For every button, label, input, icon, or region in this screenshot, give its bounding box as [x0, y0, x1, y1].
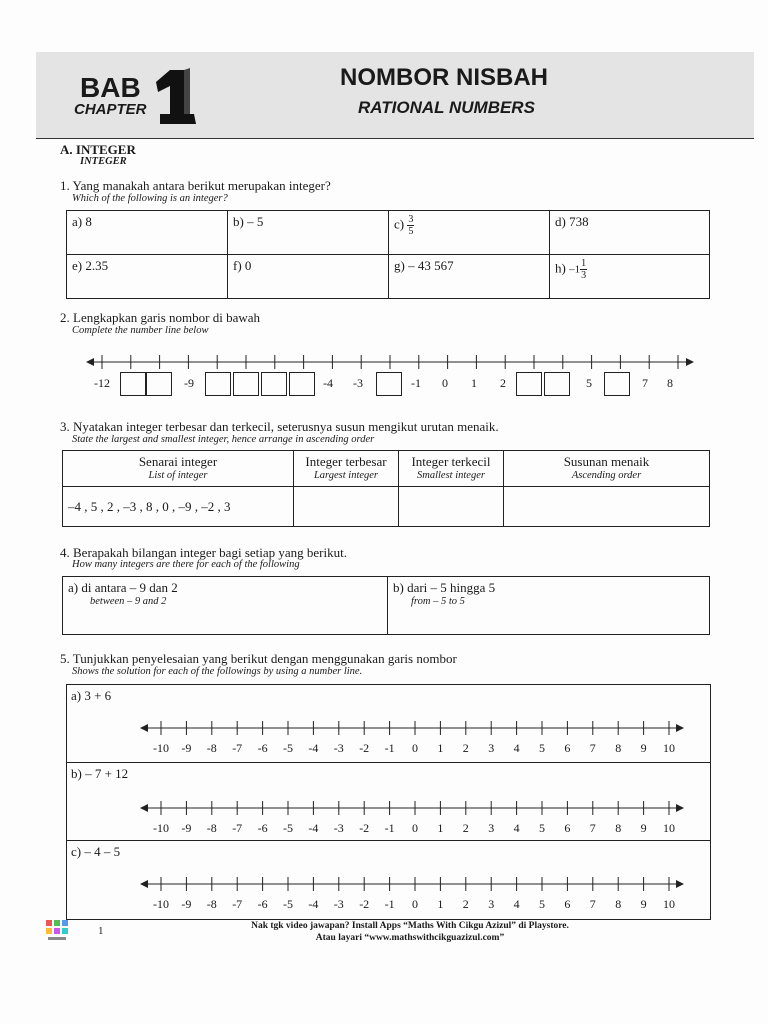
divider	[66, 840, 711, 841]
tick-label: 2	[462, 741, 469, 755]
bab-label: BAB	[80, 72, 141, 103]
q4-part-b[interactable]: b) dari – 5 hingga 5 from – 5 to 5	[388, 577, 710, 635]
tick-label: -3	[333, 741, 344, 755]
tick-label: 4	[513, 821, 520, 835]
tick-label: 7	[589, 821, 596, 835]
section-subtitle: INTEGER	[80, 156, 127, 167]
answer-blank[interactable]	[205, 372, 231, 396]
tick-label: 9	[640, 741, 647, 755]
tick-label: 6	[564, 821, 571, 835]
tick-label: -4	[308, 741, 319, 755]
tick-label: 8	[615, 897, 622, 911]
answer-blank[interactable]	[289, 372, 315, 396]
tick-label: 4	[513, 741, 520, 755]
tick-label: -3	[333, 821, 344, 835]
answer-smallest[interactable]	[399, 487, 504, 527]
nl-label: 7	[642, 376, 648, 390]
q1-text-en: Which of the following is an integer?	[72, 193, 228, 204]
tick-label: 1	[437, 741, 444, 755]
tick-label: -2	[359, 741, 370, 755]
tick-label: -1	[384, 897, 395, 911]
q4-part-a[interactable]: a) di antara – 9 dan 2 between – 9 and 2	[63, 577, 388, 635]
tick-label: -9	[181, 741, 192, 755]
q5-number-line	[140, 718, 700, 758]
tick-label: 5	[539, 741, 545, 755]
answer-ascending[interactable]	[504, 487, 710, 527]
tick-label: 2	[462, 821, 469, 835]
option-a: a) 8	[67, 211, 228, 255]
q2-number-line	[86, 352, 696, 372]
q4-table	[62, 576, 710, 635]
tick-label: 7	[589, 741, 596, 755]
tick-label: 3	[488, 897, 495, 911]
header-list: Senarai integer List of integer	[63, 451, 294, 487]
tick-label: 5	[539, 897, 545, 911]
tick-label: 3	[488, 821, 495, 835]
tick-label: -9	[181, 897, 192, 911]
nl-label: -12	[94, 376, 110, 390]
nl-label: -4	[323, 376, 333, 390]
option-g: g) – 43 567	[389, 255, 550, 299]
q1-options-table	[66, 210, 710, 299]
tick-label: -6	[257, 741, 268, 755]
q5-part-b: b) – 7 + 12	[71, 766, 129, 781]
tick-label: -7	[232, 821, 243, 835]
tick-label: 0	[412, 821, 418, 835]
header-largest: Integer terbesar Largest integer	[294, 451, 399, 487]
answer-blank[interactable]	[604, 372, 630, 396]
tick-label: 0	[412, 897, 418, 911]
tick-label: 10	[663, 897, 675, 911]
q5-text-en: Shows the solution for each of the followings by using a number line.	[72, 666, 363, 677]
nl-label: 8	[667, 376, 673, 390]
tick-label: -7	[232, 741, 243, 755]
tick-label: -5	[283, 897, 293, 911]
answer-blank[interactable]	[261, 372, 287, 396]
option-f: f) 0	[228, 255, 389, 299]
q3-text-en: State the largest and smallest integer, hence arrange in ascending order	[72, 434, 375, 445]
chapter-number	[150, 66, 200, 133]
tick-label: 9	[640, 897, 647, 911]
nl-label: 1	[471, 376, 477, 390]
tick-label: -6	[257, 897, 268, 911]
q4-text: 4. Berapakah bilangan integer bagi setiap yang berikut.	[60, 545, 347, 560]
tick-label: 2	[462, 897, 469, 911]
tick-label: -8	[206, 821, 217, 835]
tick-label: 10	[663, 821, 675, 835]
tick-label: -10	[153, 741, 169, 755]
header-ascending: Susunan menaik Ascending order	[504, 451, 710, 487]
answer-blank[interactable]	[544, 372, 570, 396]
tick-label: 0	[412, 741, 418, 755]
tick-label: 4	[513, 897, 520, 911]
tick-label: -10	[153, 897, 169, 911]
page-number: 1	[98, 925, 104, 937]
answer-blank[interactable]	[376, 372, 402, 396]
tick-label: -5	[283, 821, 293, 835]
tick-label: -3	[333, 897, 344, 911]
q4-text-en: How many integers are there for each of the following	[72, 559, 300, 570]
answer-blank[interactable]	[233, 372, 259, 396]
answer-largest[interactable]	[294, 487, 399, 527]
tick-label: -4	[308, 897, 319, 911]
section-title: A. INTEGER	[60, 142, 136, 157]
q2-text: 2. Lengkapkan garis nombor di bawah	[60, 310, 261, 325]
tick-label: 7	[589, 897, 596, 911]
tick-label: 10	[663, 741, 675, 755]
apps-logo	[44, 918, 70, 949]
tick-label: -9	[181, 821, 192, 835]
answer-blank[interactable]	[120, 372, 146, 396]
chapter-label: CHAPTER	[74, 101, 147, 118]
divider	[66, 762, 711, 763]
option-h: h) –1 $\frac{1}{3}$	[550, 255, 710, 299]
tick-label: 5	[539, 821, 545, 835]
q3-text: 3. Nyatakan integer terbesar dan terkecil, seterusnya susun mengikut urutan menaik.	[60, 419, 499, 434]
tick-label: -1	[384, 821, 395, 835]
nl-label: -3	[353, 376, 363, 390]
nl-label: 2	[500, 376, 506, 390]
q5-number-line	[140, 798, 700, 838]
nl-label: 5	[586, 376, 592, 390]
answer-blank[interactable]	[146, 372, 172, 396]
q1-text: 1. Yang manakah antara berikut merupakan integer?	[60, 178, 331, 193]
nl-label: 0	[442, 376, 448, 390]
nl-label: -1	[411, 376, 421, 390]
nl-label: -9	[184, 376, 194, 390]
tick-label: 3	[488, 741, 495, 755]
tick-label: -4	[308, 821, 319, 835]
tick-label: -8	[206, 741, 217, 755]
q3-table	[62, 450, 710, 527]
tick-label: 1	[437, 897, 444, 911]
tick-label: 9	[640, 821, 647, 835]
tick-label: 1	[437, 821, 444, 835]
tick-label: -8	[206, 897, 217, 911]
q5-number-line	[140, 874, 700, 914]
chapter-title-ms: NOMBOR NISBAH	[340, 64, 548, 91]
tick-label: 6	[564, 897, 571, 911]
tick-label: -6	[257, 821, 268, 835]
tick-label: -7	[232, 897, 243, 911]
tick-label: -10	[153, 821, 169, 835]
q2-text-en: Complete the number line below	[72, 325, 209, 336]
chapter-title-en: RATIONAL NUMBERS	[358, 98, 535, 117]
option-e: e) 2.35	[67, 255, 228, 299]
header-rule	[36, 138, 754, 139]
footer-line-2: Atau layari “www.mathswithcikguazizul.com”	[315, 933, 505, 943]
header-smallest: Integer terkecil Smallest integer	[399, 451, 504, 487]
q5-text: 5. Tunjukkan penyelesaian yang berikut dengan menggunakan garis nombor	[60, 651, 457, 666]
option-c: c) $\frac{3}{5}$	[389, 211, 550, 255]
tick-label: -2	[359, 821, 370, 835]
footer-line-1: Nak tgk video jawapan? Install Apps “Maths With Cikgu Azizul” di Playstore.	[251, 921, 569, 931]
integer-list: –4 , 5 , 2 , –3 , 8 , 0 , –9 , –2 , 3	[63, 487, 294, 527]
option-d: d) 738	[550, 211, 710, 255]
q5-part-a: a) 3 + 6	[71, 688, 112, 703]
answer-blank[interactable]	[516, 372, 542, 396]
tick-label: -1	[384, 741, 395, 755]
tick-label: 6	[564, 741, 571, 755]
tick-label: 8	[615, 741, 622, 755]
q5-part-c: c) – 4 – 5	[71, 844, 121, 859]
option-b: b) – 5	[228, 211, 389, 255]
tick-label: -5	[283, 741, 293, 755]
tick-label: 8	[615, 821, 622, 835]
tick-label: -2	[359, 897, 370, 911]
